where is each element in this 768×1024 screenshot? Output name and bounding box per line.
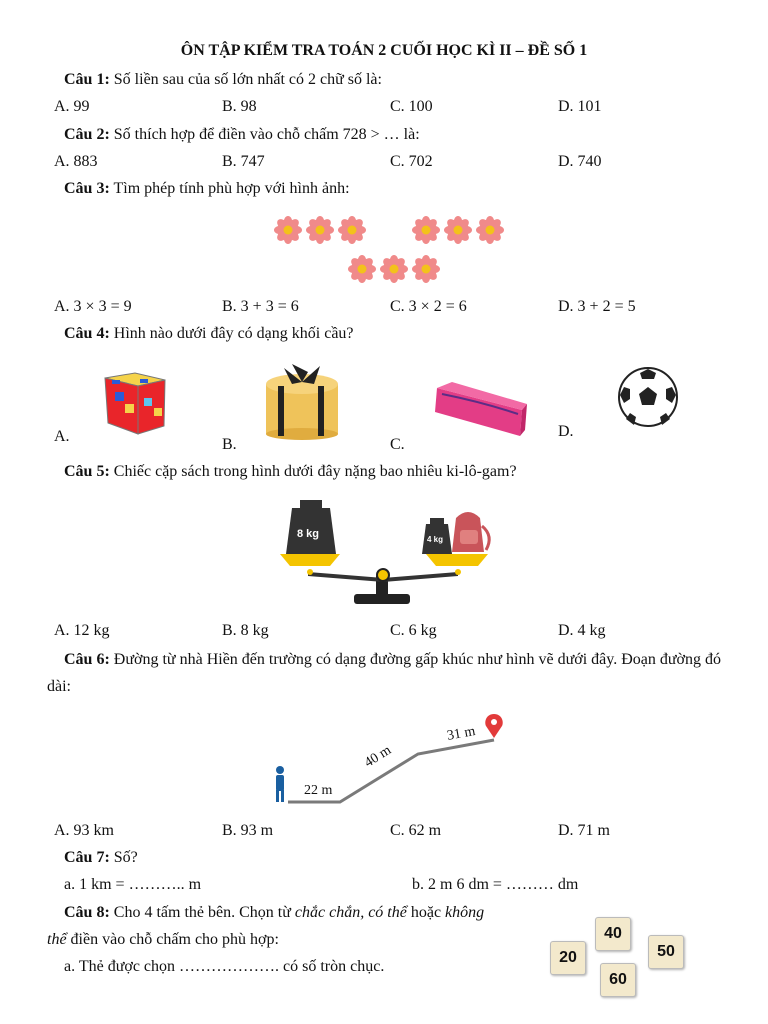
option-d[interactable]: D. bbox=[558, 423, 574, 440]
question-label: Câu 7: bbox=[64, 849, 110, 866]
balance-scale-image bbox=[278, 496, 498, 611]
option-d[interactable]: D. 71 m bbox=[558, 822, 610, 839]
option-b[interactable]: B. 747 bbox=[222, 153, 265, 170]
option-c[interactable]: C. bbox=[390, 436, 405, 453]
number-card: 20 bbox=[550, 941, 586, 975]
question-text: Chiếc cặp sách trong hình dưới đây nặng bao nhiêu ki-lô-gam? bbox=[109, 463, 517, 480]
flower-icon bbox=[306, 216, 334, 244]
flower-icon bbox=[412, 216, 440, 244]
question-5 bbox=[64, 463, 517, 481]
option-a[interactable]: A. 883 bbox=[54, 153, 98, 170]
segment-3-label: 31 m bbox=[446, 724, 477, 744]
option-d[interactable]: D. 3 + 2 = 5 bbox=[558, 298, 636, 315]
option-c[interactable]: C. 3 × 2 = 6 bbox=[390, 298, 467, 315]
question-8-line-2 bbox=[47, 931, 279, 949]
option-c[interactable]: C. 100 bbox=[390, 98, 433, 115]
flowers-illustration bbox=[0, 210, 768, 290]
question-text: Số liền sau của số lớn nhất có 2 chữ số là: bbox=[109, 71, 382, 88]
option-b[interactable]: B. 8 kg bbox=[222, 622, 269, 639]
option-c[interactable]: C. 6 kg bbox=[390, 622, 437, 639]
question-text: Tìm phép tính phù hợp với hình ảnh: bbox=[109, 180, 350, 197]
question-text: hoặc bbox=[406, 904, 446, 921]
option-a[interactable]: A. 93 km bbox=[54, 822, 114, 839]
option-c[interactable]: C. 62 m bbox=[390, 822, 442, 839]
option-a[interactable]: A. 12 kg bbox=[54, 622, 110, 639]
flower-icon bbox=[412, 255, 440, 283]
number-card: 50 bbox=[648, 935, 684, 969]
option-a[interactable]: A. bbox=[54, 428, 70, 445]
option-d[interactable]: D. 101 bbox=[558, 98, 602, 115]
question-6 bbox=[47, 646, 721, 700]
question-label: Câu 5: bbox=[64, 463, 110, 480]
question-2 bbox=[64, 126, 420, 144]
question-label: Câu 1: bbox=[64, 71, 110, 88]
question-text: Số? bbox=[109, 849, 138, 866]
flower-icon bbox=[444, 216, 472, 244]
question-label: Câu 3: bbox=[64, 180, 110, 197]
question-label: Câu 4: bbox=[64, 325, 110, 342]
question-text: Đường từ nhà Hiền đến trường có dạng đường gấp khúc như hình vẽ dưới đây. Đoạn đường đó dài: bbox=[47, 651, 722, 695]
option-d[interactable]: D. 4 kg bbox=[558, 622, 606, 639]
question-3 bbox=[64, 180, 350, 198]
option-c[interactable]: C. 702 bbox=[390, 153, 433, 170]
question-text-italic: chắc chắn, có thể bbox=[294, 904, 407, 921]
segment-2-label: 40 m bbox=[362, 742, 395, 771]
football-image[interactable] bbox=[616, 365, 680, 429]
segment-1-label: 22 m bbox=[304, 783, 333, 798]
question-8 bbox=[64, 904, 484, 922]
flower-icon bbox=[274, 216, 302, 244]
question-label: Câu 2: bbox=[64, 126, 110, 143]
flower-icon bbox=[476, 216, 504, 244]
option-b[interactable]: B. 3 + 3 = 6 bbox=[222, 298, 299, 315]
option-d[interactable]: D. 740 bbox=[558, 153, 602, 170]
question-text-italic: không bbox=[445, 904, 485, 921]
option-b[interactable]: B. bbox=[222, 436, 237, 453]
page-title: ÔN TẬP KIỂM TRA TOÁN 2 CUỐI HỌC KÌ II – ĐỀ SỐ 1 bbox=[180, 42, 588, 59]
number-card: 60 bbox=[600, 963, 636, 997]
question-text: Số thích hợp để điền vào chỗ chấm 728 > … là: bbox=[109, 126, 420, 143]
question-1 bbox=[64, 71, 382, 89]
question-7-part-b: b. 2 m 6 dm = ……… dm bbox=[412, 876, 579, 893]
question-4 bbox=[64, 325, 354, 343]
option-a[interactable]: A. 3 × 3 = 9 bbox=[54, 298, 132, 315]
question-text: điền vào chỗ chấm cho phù hợp: bbox=[66, 931, 279, 948]
question-text: Cho 4 tấm thẻ bên. Chọn từ bbox=[109, 904, 295, 921]
option-b[interactable]: B. 98 bbox=[222, 98, 257, 115]
weight-8kg-label: 8 kg bbox=[297, 528, 320, 540]
question-7-part-a: a. 1 km = ……….. m bbox=[64, 876, 202, 893]
flower-icon bbox=[348, 255, 376, 283]
question-7 bbox=[64, 849, 138, 867]
question-label: Câu 6: bbox=[64, 651, 110, 668]
rubik-cube-image[interactable] bbox=[100, 368, 170, 438]
flower-icon bbox=[380, 255, 408, 283]
flower-icon bbox=[338, 216, 366, 244]
pencil-case-image[interactable] bbox=[432, 380, 532, 440]
question-label: Câu 8: bbox=[64, 904, 110, 921]
question-8-part-a: a. Thẻ được chọn ………………. có số tròn chục. bbox=[64, 958, 385, 975]
gift-box-image[interactable] bbox=[262, 362, 342, 442]
option-b[interactable]: B. 93 m bbox=[222, 822, 274, 839]
question-text-italic: thể bbox=[47, 931, 67, 948]
question-text: Hình nào dưới đây có dạng khối cầu? bbox=[109, 325, 354, 342]
weight-4kg-label: 4 kg bbox=[427, 535, 444, 544]
option-a[interactable]: A. 99 bbox=[54, 98, 90, 115]
number-card: 40 bbox=[595, 917, 631, 951]
